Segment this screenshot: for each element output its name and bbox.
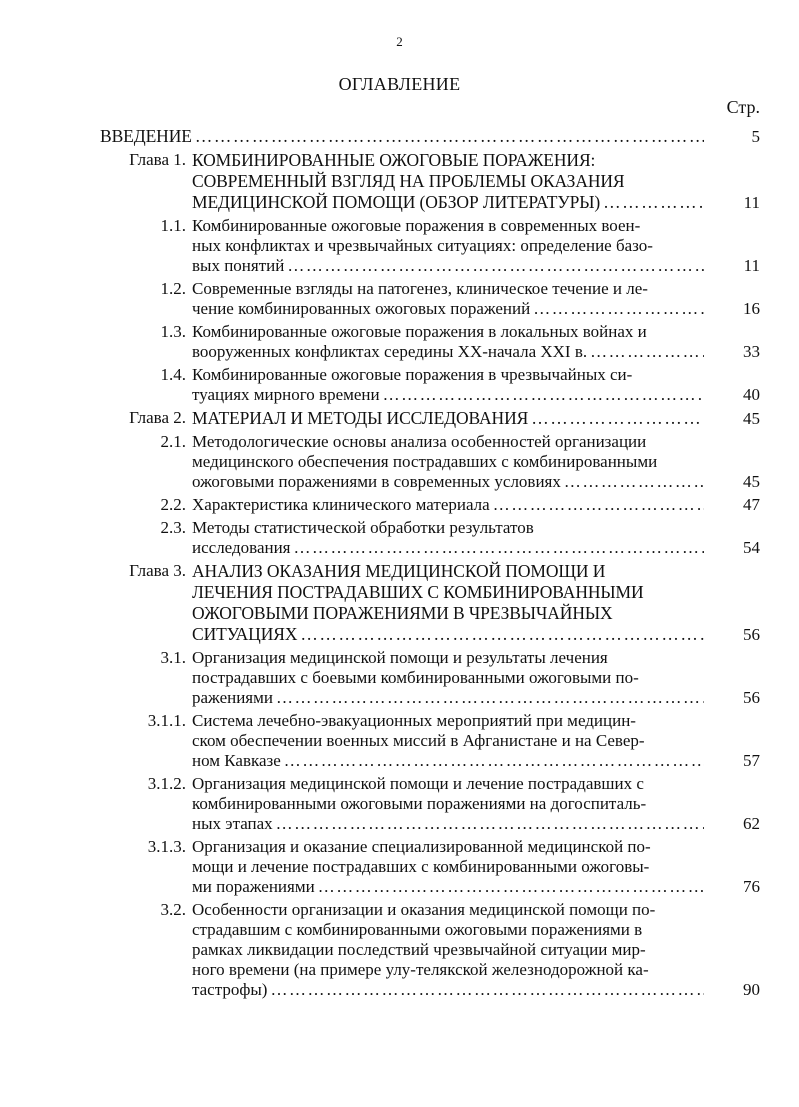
toc-entry-title <box>192 365 704 405</box>
toc-entry-number: 3.1.1. <box>147 711 186 730</box>
toc-entry-last-line <box>192 385 704 405</box>
toc-entry-number: Глава 2. <box>129 408 186 427</box>
toc-entry-line: ного времени (на примере улу-телякской железнодорожной ка- <box>192 960 649 979</box>
toc-entry-line: АНАЛИЗ ОКАЗАНИЯ МЕДИЦИНСКОЙ ПОМОЩИ И <box>192 561 606 581</box>
toc-entry-line: комбинированными ожоговыми поражениями на догоспиталь- <box>192 794 647 813</box>
toc-entry-line: чение комбинированных ожоговых поражений <box>192 299 531 318</box>
toc-entry-line: мощи и лечение пострадавших с комбинированными ожоговы- <box>192 857 650 876</box>
toc-entry <box>100 900 760 1000</box>
toc-entry-page: 45 <box>743 472 760 491</box>
toc-entry-last-line <box>192 538 704 558</box>
toc-entry-line: медицинского обеспечения пострадавших с комбинированными <box>192 452 658 471</box>
toc-entry-line: ных этапах <box>192 814 273 833</box>
dot-leader <box>561 472 704 492</box>
dot-leader <box>297 624 704 645</box>
toc-entry-line: Организация и оказание специализированной медицинской по- <box>192 837 651 856</box>
toc-entry-number: 3.1.2. <box>147 774 186 793</box>
toc-entry <box>100 837 760 897</box>
toc-entry-title <box>192 150 704 213</box>
toc-entry-line: СИТУАЦИЯХ <box>192 624 298 644</box>
toc-entry <box>100 432 760 492</box>
toc-entry-number: 1.4. <box>160 365 186 384</box>
table-of-contents <box>100 126 760 1003</box>
toc-entry-line: Методологические основы анализа особенностей организации <box>192 432 647 451</box>
toc-entry-number: Глава 3. <box>129 561 186 580</box>
toc-entry-number: 2.3. <box>160 518 186 537</box>
toc-entry-page: 11 <box>743 193 760 212</box>
dot-leader <box>273 688 704 708</box>
toc-entry-line: ных конфликтах и чрезвычайных ситуациях: определение базо- <box>192 236 653 255</box>
toc-entry-page: 56 <box>743 625 760 644</box>
toc-entry-line: МЕДИЦИНСКОЙ ПОМОЩИ (ОБЗОР ЛИТЕРАТУРЫ) <box>192 192 601 212</box>
toc-entry-last-line <box>192 192 704 213</box>
toc-entry-line: КОМБИНИРОВАННЫЕ ОЖОГОВЫЕ ПОРАЖЕНИЯ: <box>192 150 596 170</box>
dot-leader <box>281 751 704 771</box>
toc-entry <box>100 774 760 834</box>
toc-entry-line: Комбинированные ожоговые поражения в чрезвычайных си- <box>192 365 633 384</box>
toc-chapter-entry <box>100 150 760 213</box>
toc-entry-last-line <box>192 751 704 771</box>
dot-leader <box>490 495 704 515</box>
toc-entry <box>100 216 760 276</box>
toc-entry-line: ЛЕЧЕНИЯ ПОСТРАДАВШИХ С КОМБИНИРОВАННЫМИ <box>192 582 644 602</box>
toc-entry-last-line <box>192 342 704 362</box>
toc-entry-line: ВВЕДЕНИЕ <box>100 126 192 146</box>
toc-entry-title <box>192 518 704 558</box>
toc-entry-title <box>192 900 704 1000</box>
toc-entry-line: СОВРЕМЕННЫЙ ВЗГЛЯД НА ПРОБЛЕМЫ ОКАЗАНИЯ <box>192 171 625 191</box>
toc-entry-last-line <box>192 688 704 708</box>
toc-entry-title <box>192 837 704 897</box>
toc-entry-last-line <box>192 256 704 276</box>
toc-entry-line: Организация медицинской помощи и лечение пострадавших с <box>192 774 644 793</box>
toc-entry <box>100 518 760 558</box>
toc-entry-title <box>100 126 704 147</box>
toc-entry-page: 11 <box>743 256 760 275</box>
dot-leader <box>380 385 704 405</box>
toc-entry-page: 47 <box>743 495 760 514</box>
toc-entry-line: Характеристика клинического материала <box>192 495 490 514</box>
toc-entry-line: пострадавших с боевыми комбинированными ожоговыми по- <box>192 668 639 687</box>
toc-entry-number: 3.1.3. <box>147 837 186 856</box>
toc-entry-title <box>192 711 704 771</box>
toc-entry-last-line <box>192 472 704 492</box>
toc-entry <box>100 711 760 771</box>
toc-entry <box>100 279 760 319</box>
toc-entry-page: 33 <box>743 342 760 361</box>
toc-chapter-entry <box>100 561 760 645</box>
dot-leader <box>291 538 704 558</box>
toc-entry-line: ожоговыми поражениями в современных условиях <box>192 472 561 491</box>
toc-entry-number: 1.3. <box>160 322 186 341</box>
toc-entry-line: туациях мирного времени <box>192 385 380 404</box>
toc-entry-title <box>192 648 704 708</box>
toc-entry-title <box>192 561 704 645</box>
toc-entry-line: ражениями <box>192 688 273 707</box>
dot-leader <box>587 342 704 362</box>
toc-entry-title <box>192 279 704 319</box>
toc-entry-line: Организация медицинской помощи и результаты лечения <box>192 648 608 667</box>
toc-entry <box>100 495 760 515</box>
toc-entry-number: 3.1. <box>160 648 186 667</box>
toc-entry-title <box>192 322 704 362</box>
dot-leader <box>315 877 704 897</box>
toc-chapter-entry <box>100 408 760 429</box>
toc-entry-page: 54 <box>743 538 760 557</box>
dot-leader <box>528 408 704 429</box>
toc-entry-line: Комбинированные ожоговые поражения в локальных войнах и <box>192 322 647 341</box>
dot-leader <box>284 256 704 276</box>
dot-leader <box>192 126 704 147</box>
page-title: ОГЛАВЛЕНИЕ <box>338 74 461 94</box>
toc-entry-line: исследования <box>192 538 291 557</box>
toc-entry-line: Методы статистической обработки результатов <box>192 518 534 537</box>
dot-leader <box>530 299 704 319</box>
toc-entry-line: ми поражениями <box>192 877 315 896</box>
toc-entry <box>100 365 760 405</box>
toc-entry-last-line <box>192 495 704 515</box>
toc-entry-title <box>192 774 704 834</box>
toc-entry-number: Глава 1. <box>129 150 186 169</box>
toc-entry-line: Особенности организации и оказания медицинской помощи по- <box>192 900 656 919</box>
pages-column-header: Стр. <box>726 97 760 117</box>
toc-entry-page: 5 <box>751 127 760 146</box>
toc-entry-number: 2.1. <box>160 432 186 451</box>
dot-leader <box>600 192 704 213</box>
toc-entry-line: МАТЕРИАЛ И МЕТОДЫ ИССЛЕДОВАНИЯ <box>192 408 529 428</box>
page-number: 2 <box>396 34 403 49</box>
toc-entry-line: вых понятий <box>192 256 285 275</box>
toc-entry-line: Комбинированные ожоговые поражения в современных воен- <box>192 216 641 235</box>
toc-entry-line: Система лечебно-эвакуационных мероприятий при медицин- <box>192 711 636 730</box>
toc-entry-last-line <box>192 624 704 645</box>
toc-entry-last-line <box>192 980 704 1000</box>
toc-entry-title <box>192 495 704 515</box>
toc-entry-last-line <box>192 299 704 319</box>
toc-entry-title <box>192 216 704 276</box>
toc-entry-line: страдавшим с комбинированными ожоговыми поражениями в <box>192 920 643 939</box>
toc-entry-line: ском обеспечении военных миссий в Афганистане и на Север- <box>192 731 645 750</box>
toc-entry-page: 90 <box>743 980 760 999</box>
toc-entry-page: 57 <box>743 751 760 770</box>
toc-entry-last-line <box>192 408 704 429</box>
toc-entry-title <box>192 432 704 492</box>
toc-entry-line: тастрофы) <box>192 980 268 999</box>
toc-entry-number: 1.2. <box>160 279 186 298</box>
toc-entry-last-line <box>192 814 704 834</box>
toc-entry-line: ном Кавказе <box>192 751 281 770</box>
toc-entry-line: рамках ликвидации последствий чрезвычайной ситуации мир- <box>192 940 646 959</box>
toc-entry-page: 62 <box>743 814 760 833</box>
toc-entry-line: ОЖОГОВЫМИ ПОРАЖЕНИЯМИ В ЧРЕЗВЫЧАЙНЫХ <box>192 603 613 623</box>
toc-entry-line: Современные взгляды на патогенез, клиническое течение и ле- <box>192 279 648 298</box>
toc-entry <box>100 648 760 708</box>
dot-leader <box>267 980 704 1000</box>
toc-entry-number: 2.2. <box>160 495 186 514</box>
toc-entry-last-line <box>192 877 704 897</box>
toc-entry <box>100 322 760 362</box>
toc-entry-line: вооруженных конфликтах середины XX-начала XXI в. <box>192 342 588 361</box>
toc-entry-page: 76 <box>743 877 760 896</box>
toc-entry-page: 40 <box>743 385 760 404</box>
toc-entry <box>100 126 760 147</box>
toc-entry-title <box>192 408 704 429</box>
toc-entry-number: 1.1. <box>160 216 186 235</box>
toc-entry-number: 3.2. <box>160 900 186 919</box>
toc-entry-page: 16 <box>743 299 760 318</box>
toc-entry-page: 56 <box>743 688 760 707</box>
toc-entry-page: 45 <box>743 409 760 428</box>
toc-entry-last-line <box>100 126 704 147</box>
dot-leader <box>273 814 704 834</box>
